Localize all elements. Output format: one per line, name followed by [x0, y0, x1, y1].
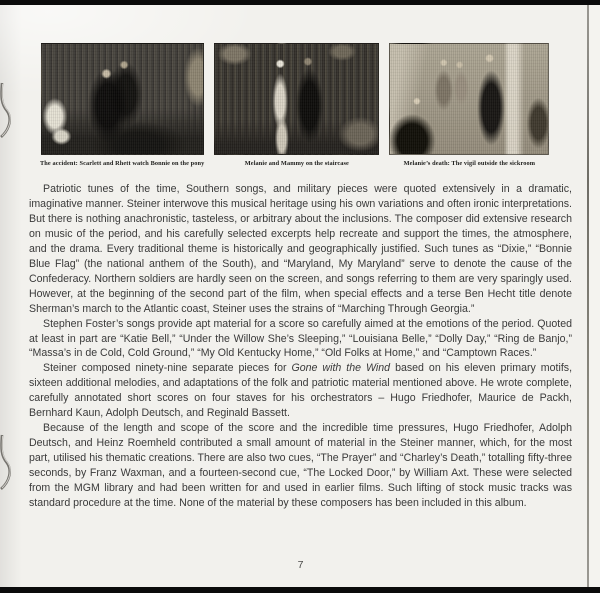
paragraph: [29, 421, 572, 511]
page-edge-line: [587, 5, 589, 587]
scan-edge-bottom: [0, 587, 600, 593]
photo-caption: Melanie’s death: The vigil outside the sickroom: [403, 160, 536, 167]
paragraph: [29, 182, 572, 317]
article-text: [29, 182, 572, 511]
scan-edge-top: [0, 0, 600, 5]
film-still-accident: [40, 43, 204, 167]
film-still-staircase-image: [214, 43, 379, 155]
film-still-row: [40, 43, 548, 167]
page-fold-edge: [589, 5, 600, 587]
booklet-staple-bottom: [0, 433, 16, 491]
film-still-vigil-image: [389, 43, 549, 155]
paragraph: [29, 317, 572, 362]
italic-title-text: Gone with the Wind: [291, 362, 391, 375]
body-text-run: Stephen Foster’s songs provide apt material for a score so carefully aimed at the emotions of the period. Quoted at least in part are “Katie Bell,” “Under the Willow She’s Sleeping,” “Louisiana Belle,” “Dolly Day,” “Ring de Banjo,” “Massa’s in de Cold, Cold Ground,” “My Old Kentucky Home,” “Old Folks at Home,” and “Camptown Races.”: [29, 317, 572, 360]
booklet-staple-top: [0, 81, 16, 139]
film-still-staircase: [214, 43, 379, 167]
body-text-run: Steiner composed ninety-nine separate pieces for: [43, 362, 292, 375]
body-text-run: Because of the length and scope of the score and the incredible time pressures, Hugo Friedhofer, Adolph Deutsch, and Heinz Roemheld contributed a small amount of material in the Steiner manner, which, for the most part, utilised his thematic creations. There are also two cues, “The Prayer” and “Charley’s Death,” totalling fifty-three seconds, by Franz Waxman, and a fourteen-second cue, “The Locked Door,” by William Axt. These were selected from the MGM library and had been written for and used in earlier films. Such lifting of stock music tracks was standard procedure at the time. None of the material by these composers has been included in this album.: [29, 422, 572, 510]
photo-caption: Melanie and Mammy on the staircase: [244, 160, 349, 167]
film-still-vigil: [389, 43, 549, 167]
film-still-accident-image: [41, 43, 204, 155]
photo-caption: The accident: Scarlett and Rhett watch Bonnie on the pony: [40, 160, 205, 167]
paragraph: [29, 361, 572, 421]
page-number: 7: [297, 559, 304, 571]
body-text-run: based on his eleven primary motifs, sixteen additional melodies, and adaptations of the folk and patriotic material mentioned above. He wrote complete, carefully annotated short scores on four staves for his orchestrators – Hugo Friedhofer, Maurice de Packh, Bernhard Kaun, Adolph Deutsch, and Reginald Bassett.: [29, 362, 573, 420]
body-text-run: Patriotic tunes of the time, Southern songs, and military pieces were quoted extensively in a dramatic, imaginative manner. Steiner interwove this musical heritage using his own variations and often ironic interpretations. But there is nothing anachronistic, tasteless, or arbitrary about the inclusions. The composer did extensive research on music of the period, and his carefully selected excerpts help recreate and support the times, the atmosphere, and the drama. Every traditional theme is historically and geographically justified. Such tunes as “Dixie,” “Bonnie Blue Flag” (the national anthem of the South), and “Maryland, My Maryland” serve to denote the cause of the Confederacy. Northern soldiers are hardly seen on the screen, and songs referring to them are very sparingly used. However, at the beginning of the second part of the film, when special effects and a terse Ben Hecht title denote Sherman’s march to the Atlantic coast, Steiner uses the strains of “Marching Through Georgia.”: [29, 183, 572, 315]
